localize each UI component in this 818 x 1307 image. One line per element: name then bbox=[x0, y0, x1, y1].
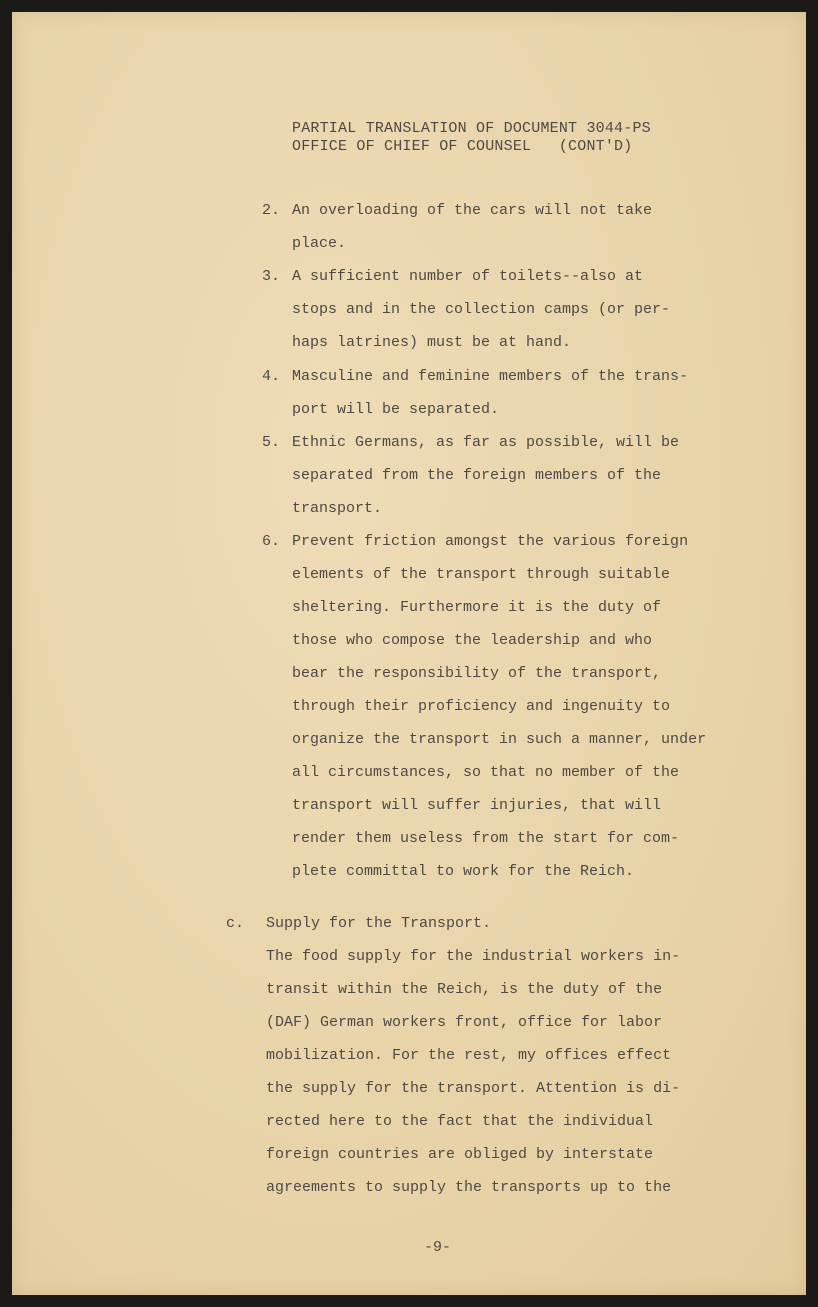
item-text-line: place. bbox=[292, 235, 347, 252]
item-text-line: bear the responsibility of the transport, bbox=[292, 665, 662, 682]
document-page bbox=[12, 12, 806, 1295]
item-text-line: all circumstances, so that no member of the bbox=[292, 764, 680, 781]
item-text-line: those who compose the leadership and who bbox=[292, 632, 653, 649]
item-text-line: stops and in the collection camps (or per- bbox=[292, 301, 671, 318]
item-number: 4. bbox=[262, 368, 281, 385]
document-header bbox=[292, 120, 651, 156]
item-text-line: render them useless from the start for com- bbox=[292, 830, 680, 847]
item-text-line: plete committal to work for the Reich. bbox=[292, 863, 635, 880]
paragraph-line: (DAF) German workers front, office for labor bbox=[266, 1014, 663, 1031]
item-text-line: Prevent friction amongst the various foreign bbox=[292, 533, 689, 550]
paragraph-line: rected here to the fact that the individual bbox=[266, 1113, 654, 1130]
item-text-line: separated from the foreign members of the bbox=[292, 467, 662, 484]
item-number: 3. bbox=[262, 268, 281, 285]
item-text-line: A sufficient number of toilets--also at bbox=[292, 268, 644, 285]
paragraph-line: The food supply for the industrial workers in- bbox=[266, 948, 681, 965]
header-title-line: PARTIAL TRANSLATION OF DOCUMENT 3044-PS bbox=[292, 120, 651, 137]
item-number: 6. bbox=[262, 533, 281, 550]
item-text-line: elements of the transport through suitable bbox=[292, 566, 671, 583]
item-text-line: haps latrines) must be at hand. bbox=[292, 334, 572, 351]
item-text-line: An overloading of the cars will not take bbox=[292, 202, 653, 219]
page-number: -9- bbox=[424, 1239, 452, 1256]
item-number: 5. bbox=[262, 434, 281, 451]
item-text-line: port will be separated. bbox=[292, 401, 500, 418]
header-office-line: OFFICE OF CHIEF OF COUNSEL (CONT'D) bbox=[292, 138, 633, 155]
item-text-line: transport will suffer injuries, that will bbox=[292, 797, 662, 814]
item-text-line: Masculine and feminine members of the trans- bbox=[292, 368, 689, 385]
section-label: c. bbox=[226, 915, 245, 932]
item-text-line: through their proficiency and ingenuity to bbox=[292, 698, 671, 715]
item-number: 2. bbox=[262, 202, 281, 219]
item-text-line: organize the transport in such a manner, under bbox=[292, 731, 707, 748]
paragraph-line: mobilization. For the rest, my offices effect bbox=[266, 1047, 672, 1064]
item-text-line: sheltering. Furthermore it is the duty of bbox=[292, 599, 662, 616]
paragraph-line: agreements to supply the transports up to the bbox=[266, 1179, 672, 1196]
item-text-line: Ethnic Germans, as far as possible, will be bbox=[292, 434, 680, 451]
section-title: Supply for the Transport. bbox=[266, 915, 492, 932]
item-text-line: transport. bbox=[292, 500, 383, 517]
paragraph-line: foreign countries are obliged by interstate bbox=[266, 1146, 654, 1163]
paragraph-line: transit within the Reich, is the duty of the bbox=[266, 981, 663, 998]
paragraph-line: the supply for the transport. Attention is di- bbox=[266, 1080, 681, 1097]
